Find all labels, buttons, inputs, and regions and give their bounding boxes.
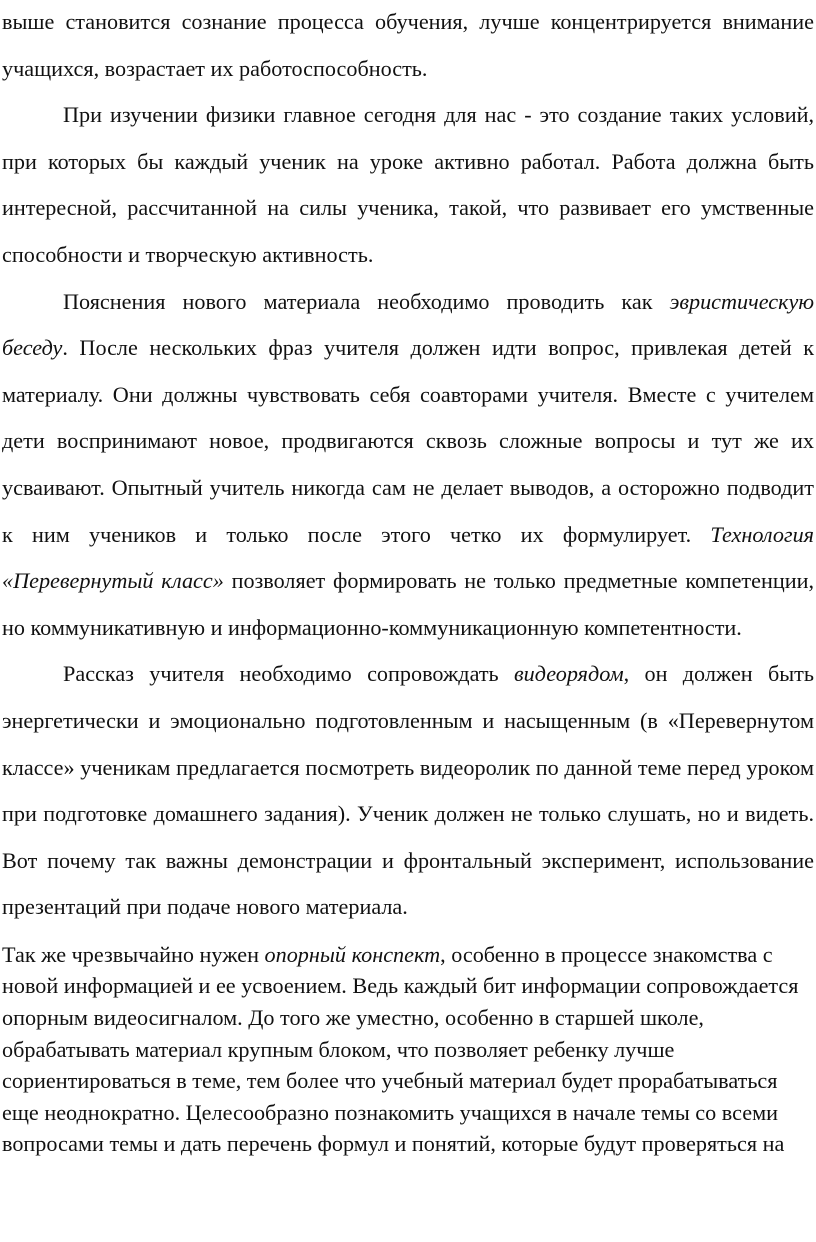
paragraph-reference-notes <box>2 939 814 1160</box>
paragraph-heuristic-conversation <box>2 279 814 652</box>
text-run: , он должен быть энергетически и эмоционально подготовленным и насыщенным (в «Перевернутом классе» ученикам предлагается посмотреть видеоролик по данной теме перед уроком при подготовке домашнего задания). Ученик должен не только слушать, но и видеть. Вот почему так важны демонстрации и фронтальный эксперимент, использование презентаций при подаче нового материала. <box>2 661 814 920</box>
paragraph-continued <box>2 0 814 92</box>
text-run: позволяет формировать не только предметные компетенции, но коммуникативную и информационно-коммуникационную компетентности. <box>2 568 814 640</box>
italic-term: эвристическую беседу <box>2 288 814 361</box>
italic-term: видеорядом <box>513 661 624 687</box>
italic-term: Технология «Перевернутый класс» <box>2 521 814 594</box>
text-run: . После нескольких фраз учителя должен идти вопрос, привлекая детей к материалу. Они должны чувствовать себя соавторами учителя. Вместе с учителем дети воспринимают новое, продвигаются сквозь сложные вопросы и тут же их усваивают. Опытный учитель никогда сам не делает выводов, а осторожно подводит к ним учеников и только после этого четко их формулирует. <box>2 335 814 547</box>
text-run: , особенно в процессе знакомства с новой информацией и ее усвоением. Ведь каждый бит информации сопровождается опорным видеосигналом. До того же уместно, особенно в старшей школе, обрабатывать материал крупным блоком, что позволяет ребенку лучше сориентироваться в теме, тем более что учебный материал будет прорабатываться еще неоднократно. Целесообразно познакомить учащихся в начале темы со всеми вопросами темы и дать перечень формул и понятий, которые будут проверяться на <box>2 941 799 1157</box>
document-page <box>2 0 814 1160</box>
text-run: Пояснения нового материала необходимо проводить как <box>63 288 670 314</box>
text-run: Рассказ учителя необходимо сопровождать <box>63 661 514 687</box>
text-run: Так же чрезвычайно нужен <box>2 941 265 967</box>
text-run: выше становится сознание процесса обучения, лучше концентрируется внимание учащихся, возрастает их работоспособность. <box>2 9 814 81</box>
paragraph-physics-conditions <box>2 92 814 278</box>
paragraph-video-sequence <box>2 651 814 931</box>
text-run: При изучении физики главное сегодня для нас - это создание таких условий, при которых бы каждый ученик на уроке активно работал. Работа должна быть интересной, рассчитанной на силы ученика, такой, что развивает его умственные способности и творческую активность. <box>2 102 814 267</box>
italic-term: опорный конспект <box>264 941 441 967</box>
